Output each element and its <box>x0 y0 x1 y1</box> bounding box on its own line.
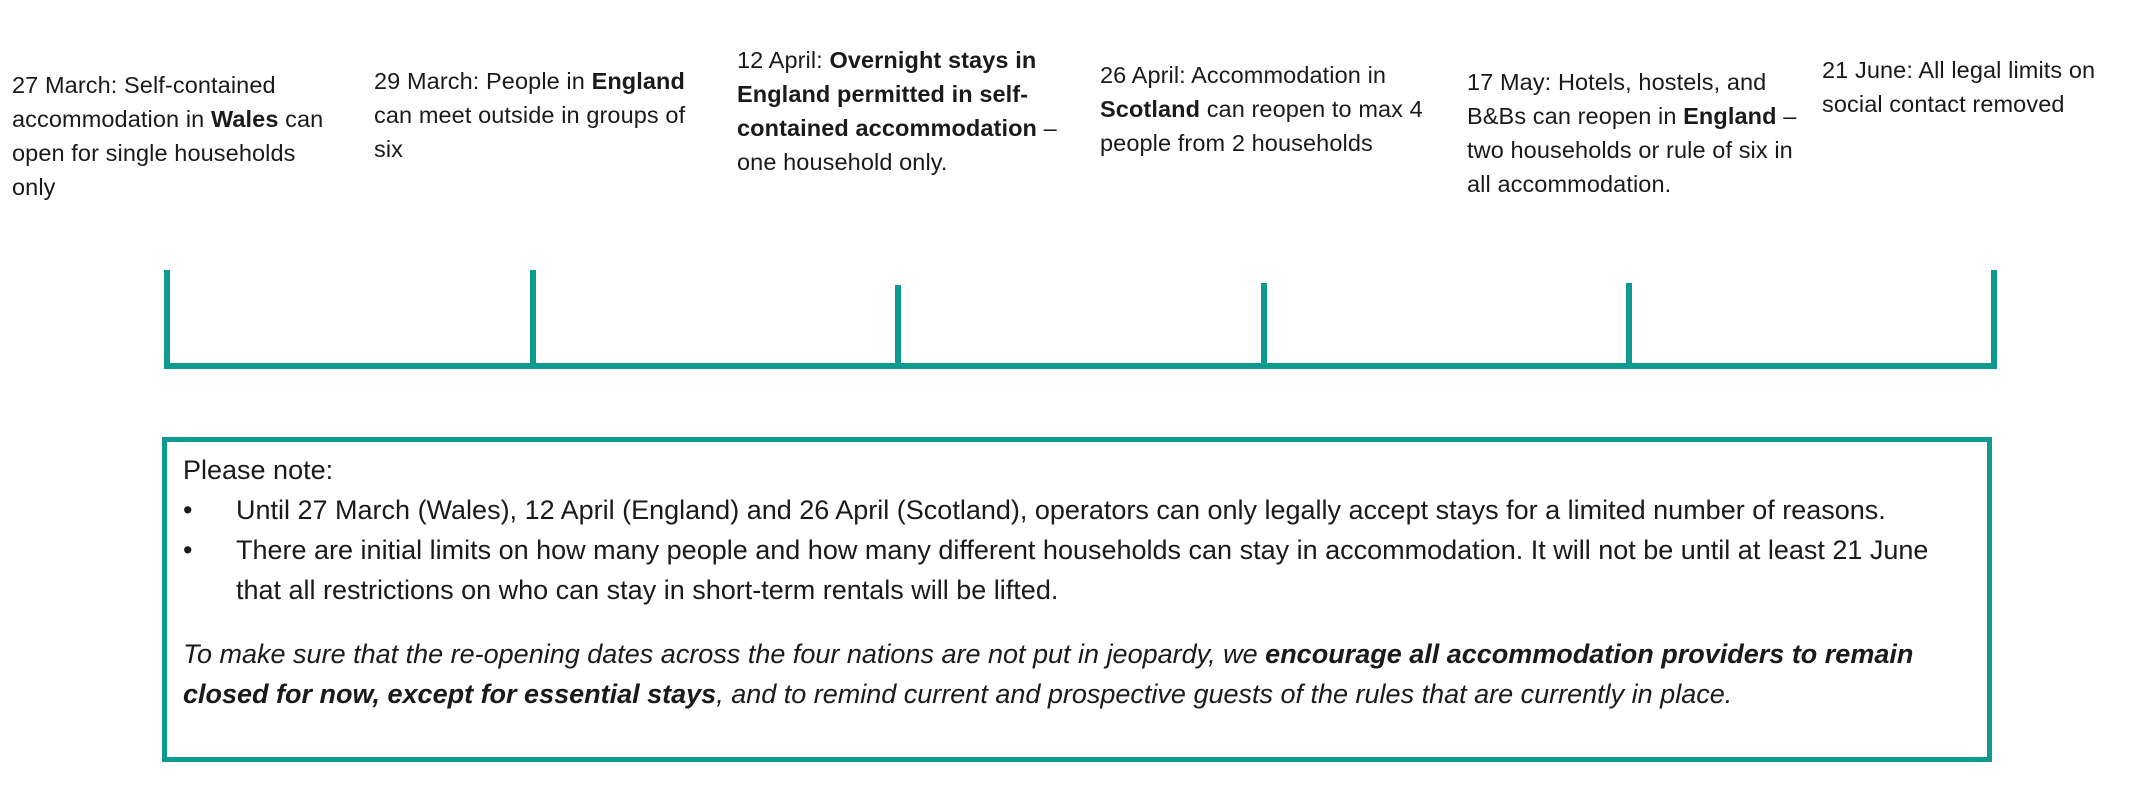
note-list <box>183 490 1971 610</box>
note-bullet-text: There are initial limits on how many people and how many different households can stay in accommodation. It will not be until at least 21 June that all restrictions on who can stay in short-term rentals will be lifted. <box>236 535 1929 605</box>
event-highlight: England <box>1683 103 1777 129</box>
event-highlight: Overnight stays in England permitted in self-contained accommodation <box>737 47 1038 141</box>
event-text: All legal limits on social contact removed <box>1822 57 2096 117</box>
event-27-march <box>12 68 332 204</box>
event-12-april <box>737 43 1077 179</box>
event-text: Hotels, hostels, and B&Bs can reopen in <box>1467 69 1767 129</box>
event-text-rest: can reopen to max 4 people from 2 households <box>1100 96 1423 156</box>
event-date: 17 May: <box>1467 69 1552 95</box>
event-highlight: Scotland <box>1100 96 1201 122</box>
bullet-icon: • <box>183 495 193 525</box>
event-date: 26 April: <box>1100 62 1186 88</box>
bullet-icon: • <box>183 535 193 565</box>
event-text-rest: can meet outside in groups of six <box>374 102 686 162</box>
event-highlight: England <box>591 68 685 94</box>
note-box <box>162 437 1992 762</box>
event-date: 12 April: <box>737 47 823 73</box>
note-footer-text: To make sure that the re-opening dates across the four nations are not put in jeopardy, we <box>183 639 1258 669</box>
note-footer-text-rest: , and to remind current and prospective guests of the rules that are currently in place. <box>716 679 1733 709</box>
event-21-june <box>1822 53 2122 121</box>
event-date: 27 March: <box>12 72 118 98</box>
event-text: Accommodation in <box>1191 62 1387 88</box>
note-bullet-item <box>183 490 1971 530</box>
event-text-rest: – one household only. <box>737 115 1057 175</box>
event-date: 21 June: <box>1822 57 1913 83</box>
event-text: People in <box>486 68 585 94</box>
note-bullet-item <box>183 530 1971 610</box>
event-17-may <box>1467 65 1807 201</box>
event-text: Self-contained accommodation in <box>12 72 276 132</box>
note-bullet-text: Until 27 March (Wales), 12 April (England) and 26 April (Scotland), operators can only legally accept stays for a limited number of reasons. <box>236 495 1886 525</box>
event-date: 29 March: <box>374 68 480 94</box>
event-text-rest: – two households or rule of six in all accommodation. <box>1467 103 1797 197</box>
note-footer <box>183 634 1971 714</box>
note-heading: Please note: <box>183 455 334 485</box>
event-29-march <box>374 64 714 166</box>
event-26-april <box>1100 58 1440 160</box>
event-text-rest: can open for single households only <box>12 106 324 200</box>
event-highlight: Wales <box>210 106 279 132</box>
note-footer-emphasis: encourage all accommodation providers to remain closed for now, except for essential stays <box>183 639 1914 709</box>
